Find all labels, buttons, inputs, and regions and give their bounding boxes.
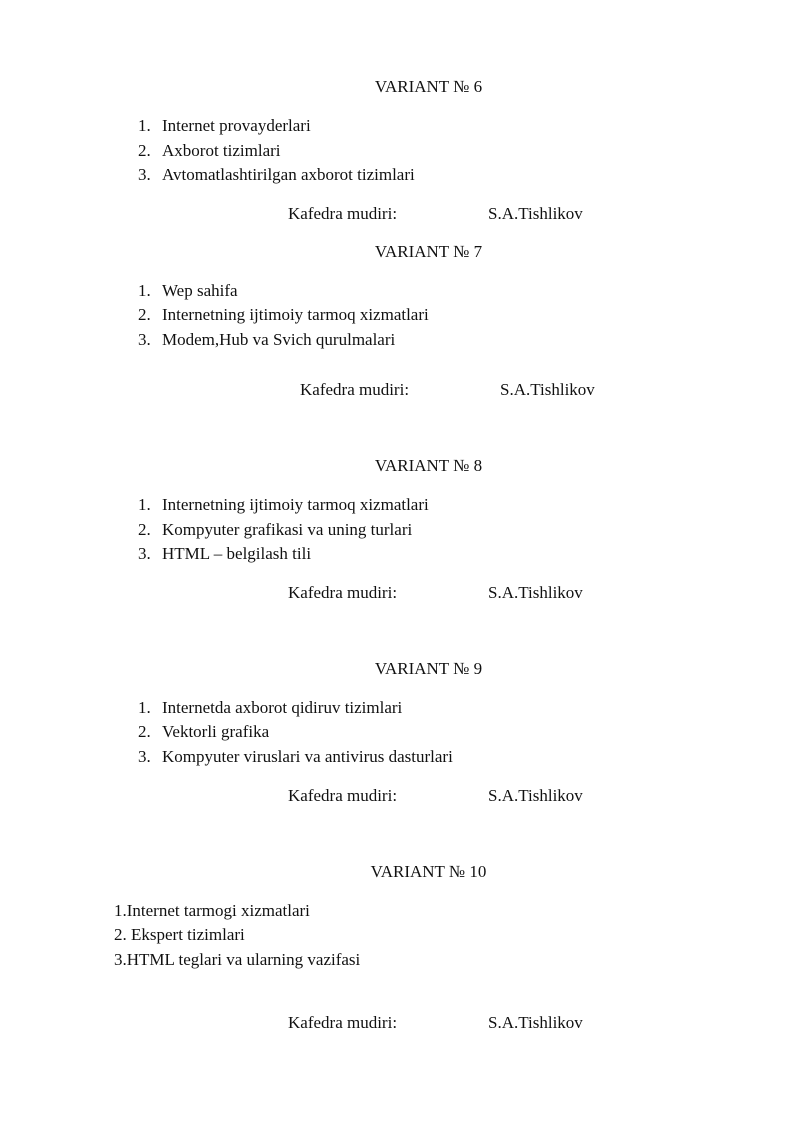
item-number: 1.	[138, 698, 151, 717]
variant-7-signature-label: Kafedra mudiri:	[300, 380, 410, 399]
item-number: 1.	[138, 116, 151, 135]
variant-7-item-2	[138, 305, 429, 325]
variant-8-signature-name: S.A.Tishlikov	[488, 583, 583, 602]
item-number: 2.	[138, 141, 151, 160]
variant-10-line-2: 2. Ekspert tizimlari	[114, 925, 245, 944]
item-number: 1.	[138, 281, 151, 300]
item-text: Internet provayderlari	[162, 116, 311, 135]
variant-9-title: VARIANT № 9	[374, 659, 483, 678]
variant-8-item-2	[138, 520, 412, 540]
variant-9-signature-label: Kafedra mudiri:	[288, 786, 398, 805]
variant-6-item-1	[138, 116, 311, 136]
item-text: Modem,Hub va Svich qurulmalari	[162, 330, 396, 349]
variant-6-signature-label: Kafedra mudiri:	[288, 204, 398, 223]
variant-10-line-3: 3.HTML teglari va ularning vazifasi	[114, 950, 361, 969]
variant-9-signature-name: S.A.Tishlikov	[488, 786, 583, 805]
variant-9-item-3	[138, 747, 453, 767]
variant-9-item-1	[138, 698, 402, 718]
variant-10-line-1: 1.Internet tarmogi xizmatlari	[114, 901, 310, 920]
variant-7-item-3	[138, 330, 395, 350]
item-text: Internetda axborot qidiruv tizimlari	[162, 698, 403, 717]
item-number: 3.	[138, 165, 151, 184]
variant-8-signature-label: Kafedra mudiri:	[288, 583, 398, 602]
variant-10-title: VARIANT № 10	[370, 862, 487, 881]
variant-8-title: VARIANT № 8	[374, 456, 483, 475]
variant-6-title: VARIANT № 6	[374, 77, 483, 96]
item-text: HTML – belgilash tili	[162, 544, 312, 563]
variant-7-title: VARIANT № 7	[374, 242, 483, 261]
variant-10-signature-label: Kafedra mudiri:	[288, 1013, 398, 1032]
item-text: Internetning ijtimoiy tarmoq xizmatlari	[162, 305, 429, 324]
variant-9-item-2	[138, 722, 269, 742]
item-number: 2.	[138, 520, 151, 539]
variant-8-item-3	[138, 544, 311, 564]
variant-6-signature-name: S.A.Tishlikov	[488, 204, 583, 223]
item-number: 1.	[138, 495, 151, 514]
item-number: 3.	[138, 747, 151, 766]
item-text: Wep sahifa	[162, 281, 238, 300]
item-text: Avtomatlashtirilgan axborot tizimlari	[162, 165, 415, 184]
variant-8-item-1	[138, 495, 429, 515]
item-number: 3.	[138, 330, 151, 349]
item-text: Vektorli grafika	[162, 722, 270, 741]
item-number: 2.	[138, 722, 151, 741]
variant-6-item-2	[138, 141, 281, 161]
item-number: 2.	[138, 305, 151, 324]
variant-7-signature-name: S.A.Tishlikov	[500, 380, 595, 399]
variant-6-item-3	[138, 165, 415, 185]
item-number: 3.	[138, 544, 151, 563]
item-text: Internetning ijtimoiy tarmoq xizmatlari	[162, 495, 429, 514]
item-text: Kompyuter grafikasi va uning turlari	[162, 520, 413, 539]
item-text: Kompyuter viruslari va antivirus dasturlari	[162, 747, 453, 766]
variant-10-signature-name: S.A.Tishlikov	[488, 1013, 583, 1032]
variant-7-item-1	[138, 281, 238, 301]
item-text: Axborot tizimlari	[162, 141, 281, 160]
